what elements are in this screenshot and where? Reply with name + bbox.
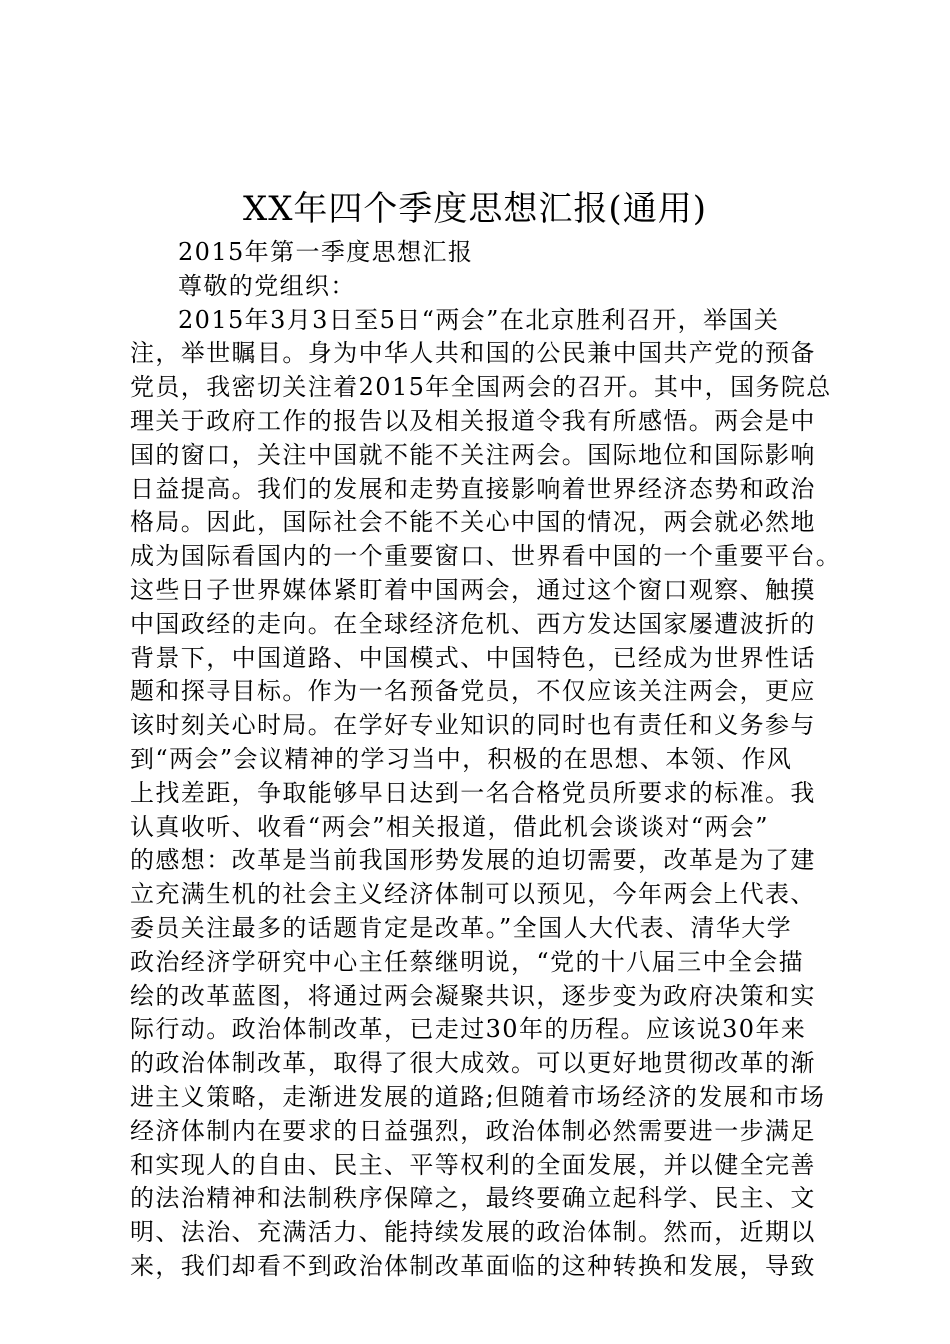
document-body	[130, 236, 840, 1284]
paragraph-line: 题和探寻目标。作为一名预备党员，不仅应该关注两会，更应	[130, 677, 816, 706]
paragraph-line: 到“两会”会议精神的学习当中，积极的在思想、本领、作风	[130, 744, 793, 773]
salutation: 尊敬的党组织：	[178, 271, 356, 300]
paragraph-line: 政治经济学研究中心主任蔡继明说，“党的十八届三中全会描	[130, 947, 805, 976]
paragraph-line: 的法治精神和法制秩序保障之，最终要确立起科学、民主、文	[130, 1184, 816, 1213]
paragraph-line: 和实现人的自由、民主、平等权利的全面发展，并以健全完善	[130, 1150, 816, 1179]
paragraph-line: 该时刻关心时局。在学好专业知识的同时也有责任和义务参与	[130, 711, 816, 740]
paragraph-line: 绘的改革蓝图，将通过两会凝聚共识，逐步变为政府决策和实	[130, 981, 816, 1010]
paragraph-line: 2015年3月3日至5日“两会”在北京胜利召开，举国关	[178, 305, 780, 334]
paragraph-line: 明、法治、充满活力、能持续发展的政治体制。然而，近期以	[130, 1218, 816, 1247]
paragraph-line: 委员关注最多的话题肯定是改革。”全国人大代表、清华大学	[130, 913, 793, 942]
paragraph-line: 背景下，中国道路、中国模式、中国特色，已经成为世界性话	[130, 643, 816, 672]
paragraph-line: 经济体制内在要求的日益强烈，政治体制必然需要进一步满足	[130, 1116, 816, 1145]
paragraph-line: 格局。因此，国际社会不能不关心中国的情况，两会就必然地	[130, 508, 816, 537]
paragraph-line: 立充满生机的社会主义经济体制可以预见，今年两会上代表、	[130, 880, 816, 909]
paragraph-line: 际行动。政治体制改革，已走过30年的历程。应该说30年来	[130, 1015, 807, 1044]
document-title: XX年四个季度思想汇报(通用)	[243, 189, 707, 229]
paragraph-line: 国的窗口，关注中国就不能不关注两会。国际地位和国际影响	[130, 440, 816, 469]
paragraph-line: 注，举世瞩目。身为中华人共和国的公民兼中国共产党的预备	[130, 339, 816, 368]
paragraph-line: 进主义策略，走渐进发展的道路;但随着市场经济的发展和市场	[130, 1082, 826, 1111]
paragraph-line: 的政治体制改革，取得了很大成效。可以更好地贯彻改革的渐	[130, 1049, 816, 1078]
paragraph-line: 理关于政府工作的报告以及相关报道令我有所感悟。两会是中	[130, 406, 816, 435]
paragraph-line: 上找差距，争取能够早日达到一名合格党员所要求的标准。我	[130, 778, 816, 807]
paragraph-line: 党员，我密切关注着2015年全国两会的召开。其中，国务院总	[130, 373, 832, 402]
paragraph-line: 中国政经的走向。在全球经济危机、西方发达国家屡遭波折的	[130, 609, 816, 638]
paragraph-line: 这些日子世界媒体紧盯着中国两会，通过这个窗口观察、触摸	[130, 575, 816, 604]
paragraph-line: 成为国际看国内的一个重要窗口、世界看中国的一个重要平台。	[130, 542, 842, 571]
report-subtitle: 2015年第一季度思想汇报	[178, 238, 474, 266]
paragraph-line: 日益提高。我们的发展和走势直接影响着世界经济态势和政治	[130, 474, 816, 503]
paragraph-line: 的感想：改革是当前我国形势发展的迫切需要，改革是为了建	[130, 846, 816, 875]
paragraph-line: 认真收听、收看“两会”相关报道，借此机会谈谈对“两会”	[130, 812, 769, 841]
paragraph-line: 来，我们却看不到政治体制改革面临的这种转换和发展，导致	[130, 1251, 816, 1280]
